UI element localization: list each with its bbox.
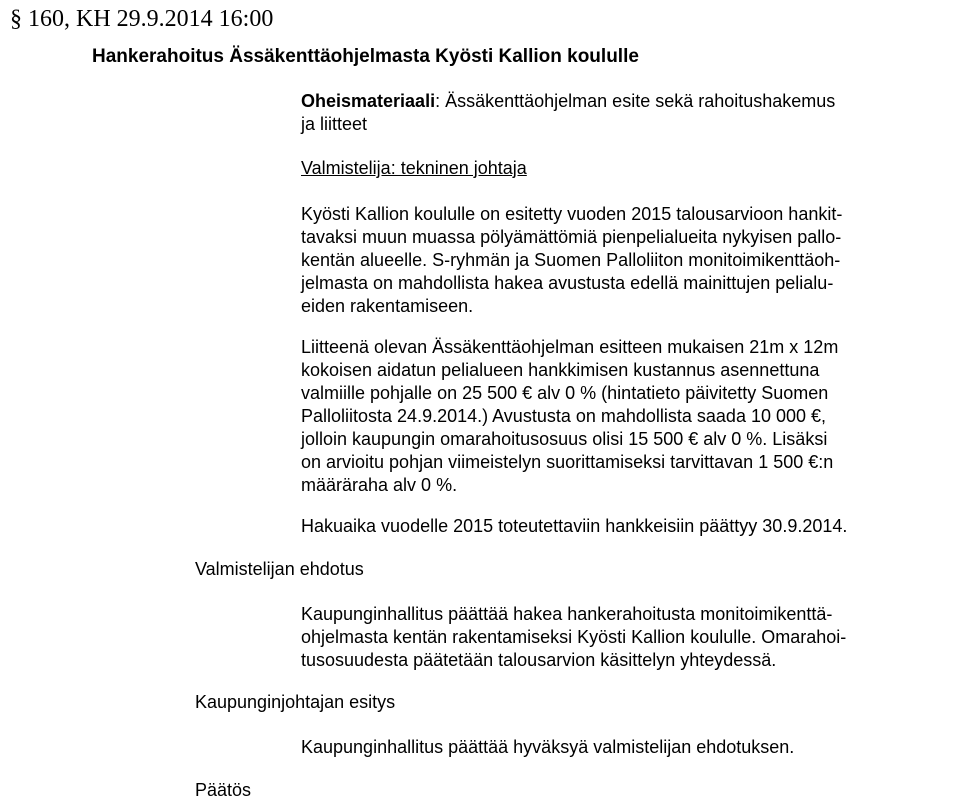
paragraph-line: kokoisen aidatun pelialueen hankkimisen kustannus asennettuna (301, 360, 820, 380)
section-header: § 160, KH 29.9.2014 16:00 (10, 6, 274, 32)
paragraph-line: Palloliitosta 24.9.2014.) Avustusta on mahdollista saada 10 000 €, (301, 406, 827, 426)
attachments-line-2: ja liitteet (301, 114, 368, 134)
paragraph-line: kentän alueelle. S-ryhmän ja Suomen Palloliiton monitoimikenttäoh- (301, 250, 841, 270)
paragraph-line: valmiille pohjalle on 25 500 € alv 0 % (hintatieto päivitetty Suomen (301, 383, 829, 403)
decision-label: Päätös (195, 780, 252, 800)
preparer: Valmistelija: tekninen johtaja (301, 158, 527, 178)
paragraph-line: Liitteenä olevan Ässäkenttäohjelman esitteen mukaisen 21m x 12m (301, 337, 839, 357)
paragraph-3: Hakuaika vuodelle 2015 toteutettaviin hankkeisiin päättyy 30.9.2014. (301, 516, 848, 536)
proposal-label: Valmistelijan ehdotus (195, 559, 364, 579)
proposal-line: tusosuudesta päätetään talousarvion käsittelyn yhteydessä. (301, 650, 777, 670)
proposal-line: Kaupunginhallitus päättää hakea hankerahoitusta monitoimikenttä- (301, 604, 833, 624)
attachments-label: Oheismateriaali (301, 91, 436, 111)
paragraph-line: tavaksi muun muassa pölyämättömiä pienpelialueita nykyisen pallo- (301, 227, 842, 247)
paragraph-line: jelmasta on mahdollista hakea avustusta edellä mainittujen pelialu- (301, 273, 834, 293)
mayor-proposal-text: Kaupunginhallitus päättää hyväksyä valmistelijan ehdotuksen. (301, 737, 795, 757)
paragraph-line: eiden rakentamiseen. (301, 296, 474, 316)
document-title: Hankerahoitus Ässäkenttäohjelmasta Kyösti Kallion koululle (92, 46, 639, 67)
attachments-line-1 (301, 90, 835, 113)
paragraph-line: Kyösti Kallion koululle on esitetty vuoden 2015 talousarvioon hankit- (301, 204, 843, 224)
attachments-text: : Ässäkenttäohjelman esite sekä rahoitushakemus (435, 91, 836, 111)
mayor-proposal-label: Kaupunginjohtajan esitys (195, 692, 396, 712)
paragraph-line: määräraha alv 0 %. (301, 475, 458, 495)
proposal-line: ohjelmasta kentän rakentamiseksi Kyösti Kallion koululle. Omarahoi- (301, 627, 847, 647)
paragraph-line: on arvioitu pohjan viimeistelyn suorittamiseksi tarvittavan 1 500 €:n (301, 452, 834, 472)
paragraph-line: jolloin kaupungin omarahoitusosuus olisi 15 500 € alv 0 %. Lisäksi (301, 429, 828, 449)
